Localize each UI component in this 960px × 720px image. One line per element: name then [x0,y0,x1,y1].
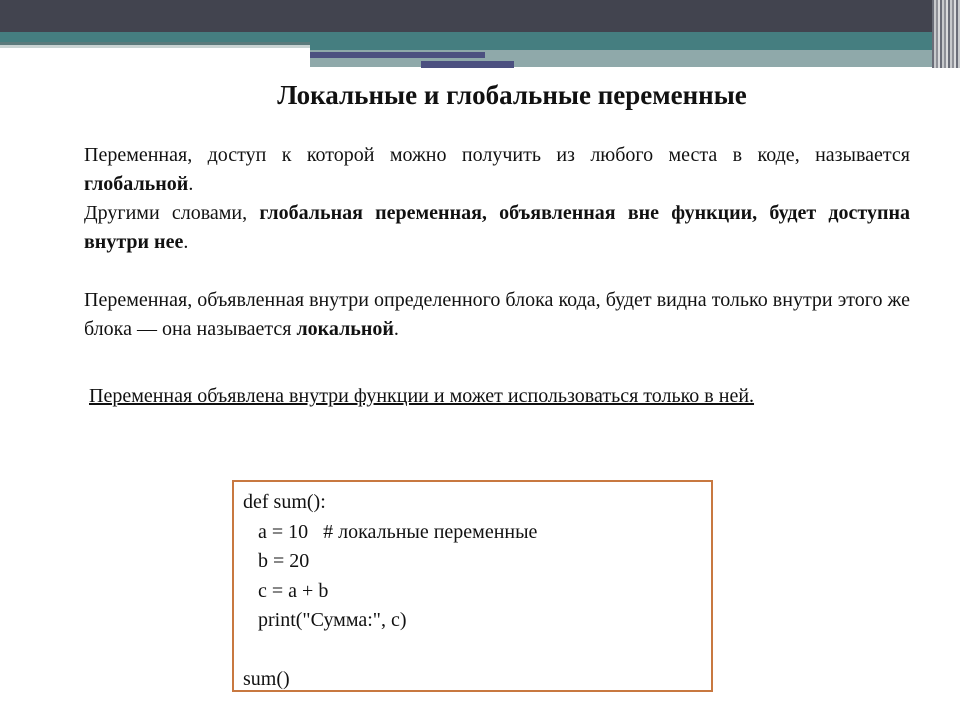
text: Другими словами, [84,202,260,224]
paragraph-other-words [84,199,910,257]
header-accent-right [310,32,940,50]
text: Переменная, объявленная внутри определенного блока кода, будет видна только внутри этого же блока — она называется [84,289,910,340]
code-line: b = 20 [243,550,310,572]
header-bar [310,52,485,58]
code-line: sum() [243,668,290,690]
header-accent-line [0,45,310,48]
slide-title: Локальные и глобальные переменные [277,80,747,110]
code-line: c = a + b [243,579,329,602]
header-band [0,0,960,32]
header-bar [421,61,514,68]
text: Переменная, доступ к которой можно получить из любого места в коде, называется [84,144,910,166]
text: . [188,173,194,195]
code-line: a = 10 # локальные переменные [243,520,538,543]
code-line: print("Сумма:", c) [243,609,407,631]
code-line: def sum(): [243,491,326,513]
header-accent-left [0,32,310,45]
code-block [232,480,713,692]
code-line [243,636,711,666]
bold-term: глобальной [84,173,189,195]
paragraph-local [84,286,910,344]
text: . [183,231,189,253]
bold-term: глобальная переменная, объявленная вне функции, будет доступна внутри нее [84,202,910,253]
paragraph-note: Переменная объявлена внутри функции и может использоваться только в ней. [89,385,755,407]
header-stripes [932,0,960,68]
bold-term: локальной [296,318,394,340]
paragraph-global [84,141,910,199]
text: . [393,318,399,340]
